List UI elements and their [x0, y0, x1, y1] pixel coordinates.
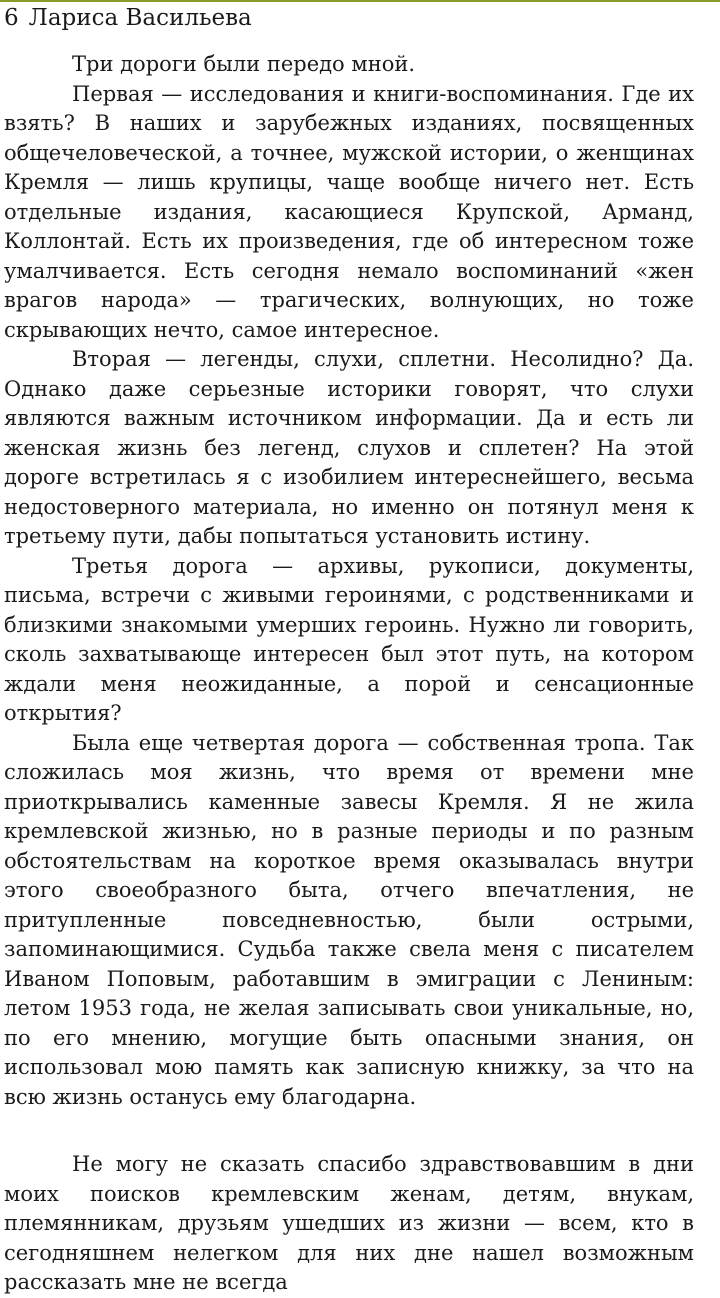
running-head	[4, 4, 252, 32]
paragraph: Была еще четвертая дорога — собственная тропа. Так сложилась моя жизнь, что время от времени мне приоткрывались каменные завесы Кремля. Я не жила кремлевской жизнью, но в разные периоды и по разным обстоятельствам на короткое время оказывалась внутри этого своеобразного быта, отчего впечатления, не притупленные повседневностью, были острыми, запоминающимися. Судьба также свела меня с писателем Иваном Поповым, работавшим в эмиграции с Лениным: летом 1953 года, не желая записывать свои уникальные, но, по его мнению, могущие быть опасными знания, он использовал мою память как записную книжку, за что на всю жизнь останусь ему благодарна.	[4, 730, 694, 1109]
paragraph: Три дороги были передо мной.	[72, 52, 416, 76]
body-text	[4, 50, 694, 1298]
running-head-author: Лариса Васильева	[28, 5, 252, 31]
header-rule	[0, 0, 720, 2]
paragraph: Первая — исследования и книги-воспоминания. Где их взять? В наших и зарубежных изданиях, посвященных общечеловеческой, а точнее, мужской истории, о женщинах Кремля — лишь крупицы, чаще вообще ничего нет. Есть отдельные издания, касающиеся Крупской, Арманд, Коллонтай. Есть их произведения, где об интересном тоже умалчивается. Есть сегодня немало воспоминаний «жен врагов народа» — трагических, волнующих, но тоже скрывающих нечто, самое интересное.	[4, 81, 694, 342]
paragraph: Не могу не сказать спасибо здравствовавшим в дни моих поисков кремлевским женам, детям, внукам, племянникам, друзьям ушедших из жизни — всем, кто в сегодняшнем нелегком для них дне нашел возможным рассказать мне не всегда	[4, 1152, 694, 1294]
paragraph: Третья дорога — архивы, рукописи, документы, письма, встречи с живыми героинями, с родственниками и близкими знакомыми умерших героинь. Нужно ли говорить, сколь захватывающе интересен был этот путь, на котором ждали меня неожиданные, а порой и сенсационные открытия?	[4, 553, 694, 725]
page-number: 6	[4, 5, 19, 31]
paragraph: Вторая — легенды, слухи, сплетни. Несолидно? Да. Однако даже серьезные историки говорят, что слухи являются важным источником информации. Да и есть ли женская жизнь без легенд, слухов и сплетен? На этой дороге встретилась я с изобилием интереснейшего, весьма недостоверного материала, но именно он потянул меня к третьему пути, дабы попытаться установить истину.	[4, 347, 694, 548]
